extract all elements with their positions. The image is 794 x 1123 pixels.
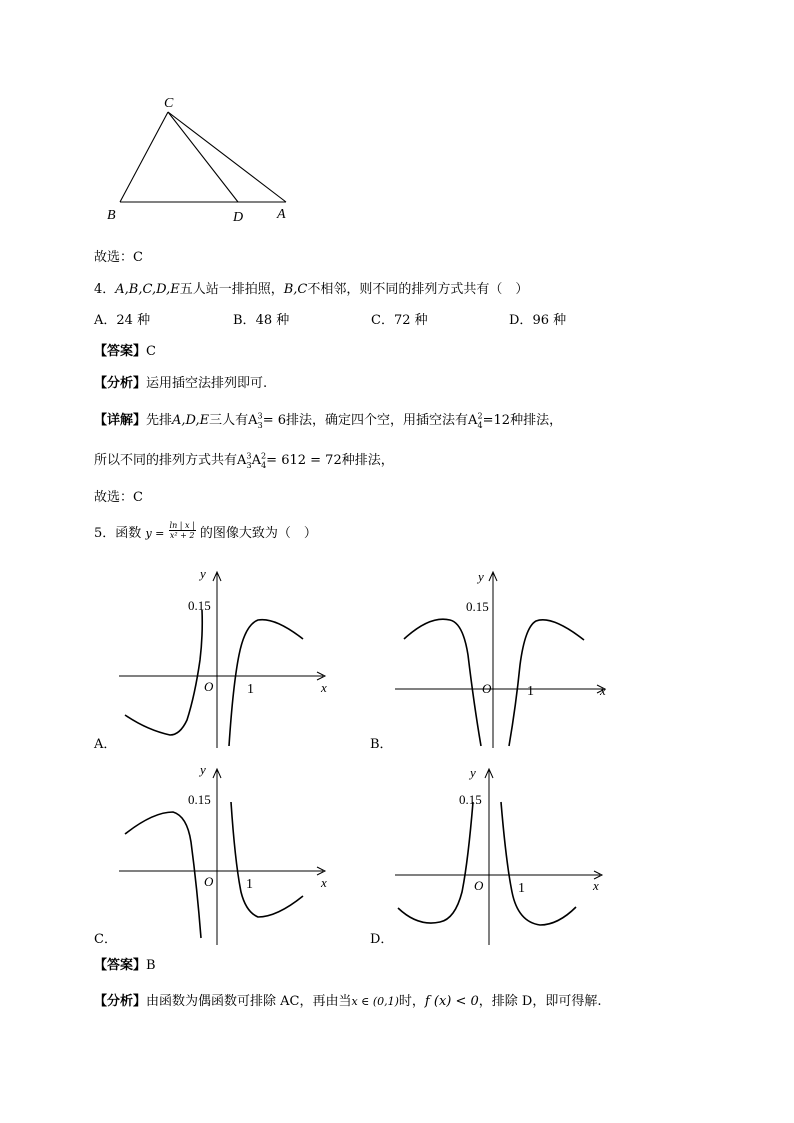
svg-text:0.15: 0.15 [188, 792, 211, 807]
q4-vars2: B,C [283, 282, 308, 297]
svg-text:x: x [321, 680, 327, 695]
func-numerator: ln | x | [169, 521, 195, 530]
q4-answer: 【答案】C [94, 344, 156, 359]
graph-option-d [390, 762, 615, 947]
svg-text:x: x [600, 683, 606, 698]
q4-stem-mid: 五人站一排拍照， [179, 282, 284, 297]
q4-option-c: C．72 种 [371, 313, 428, 328]
q5-stem: 5．函数 y = $\frac{\ln | x |}{\text{x² + 2}}$ 的图像大致为（ ） [94, 521, 317, 541]
svg-text:y: y [200, 566, 206, 581]
graph-option-b [390, 565, 615, 750]
svg-text:y: y [200, 762, 206, 777]
svg-text:O: O [482, 681, 492, 696]
vertex-b-label: B [107, 208, 116, 223]
graph-c-label: C． [94, 932, 117, 947]
svg-text:O: O [474, 878, 484, 893]
q4-final-answer: 故选：C [94, 490, 143, 505]
q4-stem [94, 281, 528, 299]
triangle-figure [100, 90, 310, 230]
q4-number: 4． [94, 282, 116, 297]
graph-b-label: B． [370, 737, 393, 752]
svg-text:0.15: 0.15 [466, 599, 489, 614]
graph-d-label: D． [370, 932, 394, 947]
svg-text:1: 1 [246, 877, 253, 892]
vertex-c-label: C [164, 96, 174, 111]
q4-detail-line2: 所以不同的排列方式共有$A^3_3A^2_4= 612 = 72$种排法， [94, 451, 394, 470]
svg-text:1: 1 [518, 881, 525, 896]
q4-stem-end: 不相邻，则不同的排列方式共有（ ） [307, 282, 529, 297]
q4-option-a: A．24 种 [94, 313, 151, 328]
svg-text:O: O [204, 679, 214, 694]
svg-text:x: x [321, 875, 327, 890]
svg-text:0.15: 0.15 [188, 598, 211, 613]
q3-final-answer: 故选：C [94, 250, 143, 265]
q4-analysis: 【分析】运用插空法排列即可. [94, 376, 268, 391]
q4-option-b: B．48 种 [233, 313, 290, 328]
func-denominator: x² + 2 [169, 531, 195, 540]
graph-a-label: A． [94, 737, 117, 752]
graph-option-c [115, 762, 335, 947]
svg-text:1: 1 [247, 682, 254, 697]
analysis-tag: 【分析】 [94, 376, 147, 391]
q4-option-d: D．96 种 [509, 313, 567, 328]
q5-answer: 【答案】B [94, 958, 156, 973]
svg-text:y: y [470, 765, 476, 780]
vertex-d-label: D [233, 210, 244, 225]
svg-text:1: 1 [527, 684, 534, 699]
svg-text:x: x [593, 878, 599, 893]
svg-text:0.15: 0.15 [459, 792, 482, 807]
q4-detail-line1: 【详解】先排A,D,E三人有$A^3_3= 6$排法，确定四个空，用插空法有$A^2_4=12$种排法， [94, 411, 563, 430]
svg-text:y: y [478, 569, 484, 584]
detail-tag: 【详解】 [94, 413, 147, 428]
svg-text:O: O [204, 874, 214, 889]
graph-option-a [115, 565, 335, 750]
answer-tag: 【答案】 [94, 344, 147, 359]
vertex-a-label: A [277, 207, 286, 222]
q4-vars: A,B,C,D,E [115, 282, 180, 297]
q5-analysis: 【分析】由函数为偶函数可排除 AC，再由当x ∈ (0,1)时，f (x) < 0，排除 D，即可得解. [94, 994, 602, 1009]
